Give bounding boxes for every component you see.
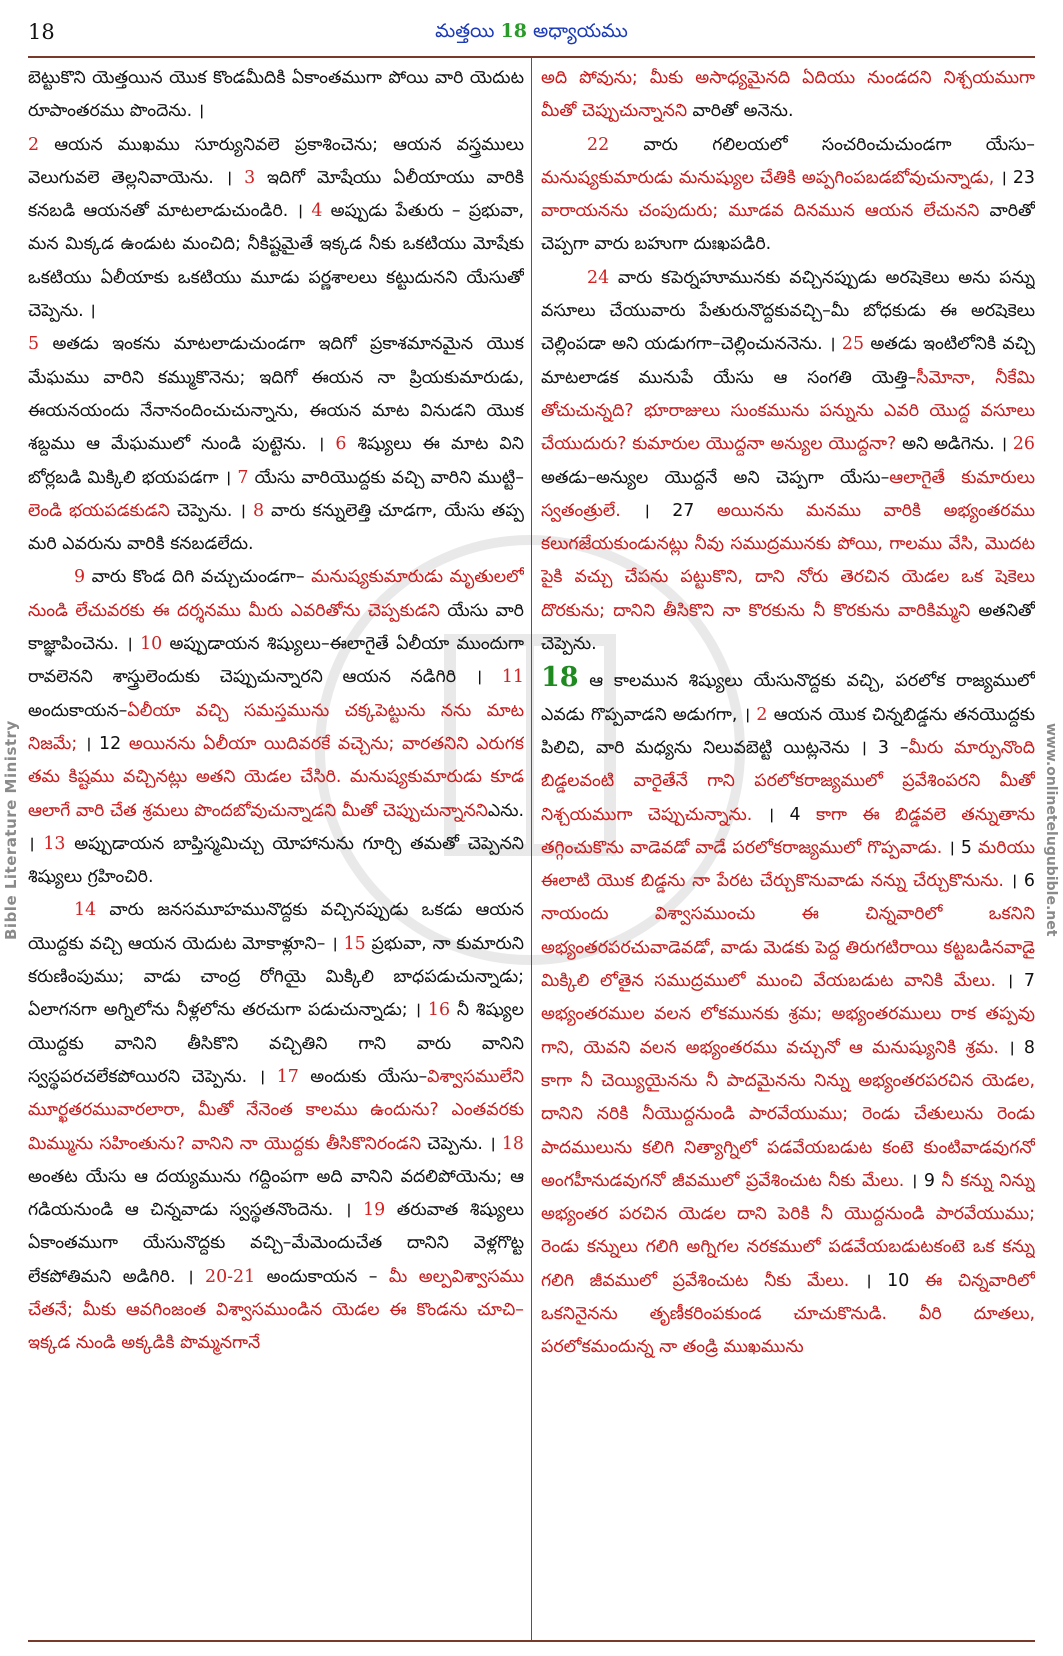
words-of-jesus: కాగా ఈ బిడ్డవలె తన్నుతాను తగ్గించుకొను వాడెవడో వాడే పరలోకరాజ్యములో గొప్పవాడు. bbox=[541, 804, 1035, 858]
verse-number: 17 bbox=[276, 1066, 299, 1087]
verse-text: వారితో అనెను. bbox=[687, 101, 794, 122]
verse-number: 13 bbox=[43, 833, 66, 854]
verse-text: అప్పుడాయన బాప్తిస్మమిచ్చు యోహానును గూర్చి తమతో చెప్పెనని శిష్యులు గ్రహించిరి. bbox=[28, 833, 524, 888]
verse-text: అని అడిగెను. । bbox=[896, 434, 1013, 455]
words-of-jesus: నాయందు విశ్వాసముంచు ఈ చిన్నవారిలో ఒకనిని అభ్యంతరపరచువాడెవడో, వాడు మెడకు పెద్ద తిరుగటిరాయి కట్టబడినవాడై మిక్కిలి లోతైన సముద్రములో ముంచి వేయబడుట వానికి మేలు. bbox=[541, 904, 1035, 992]
verse-text: ప్రభువా, నా కుమారుని కరుణింపుము; వాడు చాంద్ర రోగియై మిక్కిలి బాధపడుచున్నాడు; ఏలాగనగా అగ్నిలోను నీళ్లలోను తరచుగా పడుచున్నాడు; । bbox=[28, 933, 524, 1021]
words-of-jesus: విశ్వాసములేని మూర్ఖతరమువారలారా, మీతో నేనెంత కాలము ఉందును? ఎంతవరకు మిమ్మును సహింతును? వానిని నా యొద్దకు తీసికొనిరండని bbox=[28, 1066, 524, 1154]
paragraph bbox=[541, 62, 1035, 129]
words-of-jesus: అభ్యంతరముల వలన లోకమునకు శ్రమ; అభ్యంతరములు రాక తప్పవు గాని, యెవని వలన అభ్యంతరము వచ్చునో ఆ మనుష్యునికి శ్రమ. bbox=[541, 1004, 1035, 1058]
verse-text: యేసు వారియొద్దకు వచ్చి వారిని ముట్టి– bbox=[248, 467, 524, 488]
words-of-jesus: మీ అల్పవిశ్వాసము చేతనే; మీకు ఆవగింజంత విశ్వాసముండిన యెడల ఈ కొండను చూచి–ఇక్కడ నుండి అక్కడికి పొమ్మనగానే bbox=[28, 1266, 524, 1354]
verse-number: 18 bbox=[501, 1133, 524, 1154]
footer-rule bbox=[28, 1640, 1035, 1642]
verse-text: అప్పుడు పేతురు – ప్రభువా, మన మిక్కడ ఉండుట మంచిది; నీకిష్టమైతే ఇక్కడ నీకు ఒకటియు మోషేకు ఒకటియు ఏలీయాకు ఒకటియు మూడు పర్ణశాలలు కట్టుదునని యేసుతో చెప్పెను. । bbox=[28, 201, 524, 322]
paragraph bbox=[28, 62, 524, 129]
words-of-jesus: అయినను ఏలీయా యిదివరకే వచ్చెను; వారతనిని ఎరుగక తమ కిష్టము వచ్చినట్లు అతని యెడల చేసిరి. మనుష్యకుమారుడు కూడ ఆలాగే వారి చేత శ్రమలు పొందబోవుచున్నాడని మీతో చెప్పుచున్నానని bbox=[28, 733, 524, 821]
verse-text: నీ శిష్యుల యొద్దకు వానిని తీసికొని వచ్చితిని గాని వారు వానిని స్వస్థపరచలేకపోయిరని చెప్పెను. । bbox=[28, 1000, 524, 1087]
verse-number: 7 bbox=[237, 467, 249, 488]
chapter-word: అధ్యాయము bbox=[533, 20, 628, 42]
verse-text: వారు కపెర్నహూమునకు వచ్చినప్పుడు అరషెకెలు అను పన్ను వసూలు చేయువారు పేతురునొద్దకువచ్చి–మీ బోధకుడు ఈ అరషెకెలు చెల్లింపడా అని యడుగగా–చెల్లించుననెను. । bbox=[541, 267, 1035, 355]
verse-text: వారు కొండ దిగి వచ్చుచుండగా– bbox=[85, 567, 312, 588]
verse-text: శిష్యులు ఈ మాట విని బోర్లబడి మిక్కిలి భయపడగా । bbox=[28, 434, 524, 488]
verse-number: 14 bbox=[74, 900, 97, 921]
verse-text: అతడు ఇంకను మాటలాడుచుండగా ఇదిగో ప్రకాశమానమైన యొక మేఘము వారిని కమ్ముకొనెను; ఇదిగో ఈయన నా ప్రియకుమారుడు, ఈయనయందు నేనానందించుచున్నాను, ఈయన మాట వినుడని యొక శబ్దము ఆ మేఘములో నుండి పుట్టెను. । bbox=[28, 334, 524, 455]
verse-text: ఆ కాలమున శిష్యులు యేసునొద్దకు వచ్చి, పరలోక రాజ్యములో ఎవడు గొప్పవాడని అడుగగా, । bbox=[541, 671, 1035, 725]
verse-number: 9 bbox=[74, 567, 86, 588]
page-number: 18 bbox=[28, 20, 55, 44]
verse-number: 22 bbox=[587, 134, 610, 155]
verse-number: 5 bbox=[28, 334, 40, 355]
verse-text: । 4 bbox=[752, 804, 816, 825]
verse-text: । 10 bbox=[849, 1270, 925, 1291]
left-column bbox=[28, 62, 524, 1636]
words-of-jesus: మీరు మార్పునొంది బిడ్డలవంటి వారైతేనే గాని పరలోకరాజ్యములో ప్రవేశింపరని మీతో నిశ్చయముగా చెప్పుచున్నాను. bbox=[541, 737, 1035, 825]
verse-number: 15 bbox=[343, 933, 366, 954]
verse-text: ఇదిగో మోషేయు ఏలీయాయు వారికి కనబడి ఆయనతో మాటలాడుచుండిరి. । bbox=[28, 167, 524, 222]
words-of-jesus: లెండి భయపడకుడని bbox=[28, 500, 170, 521]
verse-text: అంతట యేసు ఆ దయ్యమును గద్దింపగా అది వానిని వదలిపోయెను; ఆ గడియనుండి ఆ చిన్నవాడు స్వస్థతనొందెను. । bbox=[28, 1166, 524, 1221]
words-of-jesus: అది పోవును; మీకు అసాధ్యమైనది ఏదియు నుండదని నిశ్చయముగా మీతో చెప్పుచున్నానని bbox=[541, 68, 1035, 122]
column-divider bbox=[531, 58, 532, 1640]
verse-text: ఎను. । bbox=[28, 800, 524, 854]
verse-text: అతనితో చెప్పెను. bbox=[541, 600, 1035, 655]
verse-text: వారు గలిలయలో సంచరించుచుండగా యేసు– bbox=[609, 134, 1035, 155]
page-header bbox=[0, 0, 1063, 60]
verse-text: అందుకు యేసు– bbox=[298, 1066, 428, 1087]
right-column bbox=[541, 62, 1035, 1636]
verse-text: ఆయన ముఖము సూర్యునివలె ప్రకాశించెను; ఆయన వస్త్రములు వెలుగువలె తెల్లనివాయెను. । bbox=[28, 134, 524, 188]
paragraph bbox=[28, 328, 524, 561]
verse-number: 4 bbox=[311, 201, 323, 222]
words-of-jesus: ఆలాగైతే కుమారులు స్వతంత్రులే. bbox=[541, 467, 1035, 521]
paragraph bbox=[541, 262, 1035, 662]
verse-number: 25 bbox=[841, 334, 865, 355]
verse-number: 26 bbox=[1012, 434, 1035, 455]
words-of-jesus: మరియు ఈలాటి యొక బిడ్డను నా పేరట చేర్చుకొనువాడు నన్ను చేర్చుకొనును. bbox=[541, 837, 1035, 892]
words-of-jesus: సీమోనా, నీకేమి తోచుచున్నది? భూరాజులు సుంకమును పన్నును ఎవరి యొద్ద వసూలు చేయుదురు? కుమారుల యొద్దనా అన్యుల యొద్దనా? bbox=[541, 367, 1035, 455]
words-of-jesus: వారాయనను చంపుదురు; మూడవ దినమున ఆయన లేచునని bbox=[541, 201, 980, 222]
verse-number: 6 bbox=[335, 434, 347, 455]
verse-number: 2 bbox=[756, 704, 768, 725]
side-label-ministry: Bible Literature Ministry bbox=[2, 720, 20, 940]
verse-text: । 9 bbox=[904, 1170, 942, 1191]
verse-text: అందుకాయన– bbox=[28, 700, 128, 721]
paragraph bbox=[541, 661, 1035, 1364]
verse-text: అతడు–అన్యుల యొద్దనే అని చెప్పగా యేసు– bbox=[541, 467, 890, 488]
verse-text: । 6 bbox=[1003, 871, 1035, 892]
verse-number: 8 bbox=[252, 500, 265, 521]
verse-text: । 8 bbox=[998, 1037, 1035, 1058]
verse-text: । 27 bbox=[620, 500, 717, 521]
verse-number: 3 bbox=[244, 167, 256, 188]
verse-number: 2 bbox=[28, 134, 40, 155]
verse-text: । 7 bbox=[996, 971, 1035, 992]
verse-text: చెప్పెను. । bbox=[169, 500, 253, 521]
paragraph bbox=[28, 129, 524, 329]
chapter-start-number: 18 bbox=[541, 662, 579, 694]
words-of-jesus: ఈ చిన్నవారిలో ఒకనినైనను తృణీకరింపకుండ చూచుకొనుడి. వీరి దూతలు, పరలోకమందున్న నా తండ్రి ముఖమును bbox=[541, 1270, 1035, 1358]
verse-text: యేసు వారి కాజ్ఞాపించెను. । bbox=[28, 600, 524, 655]
running-title bbox=[0, 20, 1063, 47]
verse-text: తరువాత శిష్యులు ఏకాంతముగా యేసునొద్దకు వచ్చి–మేమెందుచేత దానిని వెళ్లగొట్ట లేకపోతిమని అడిగిరి. । bbox=[28, 1200, 524, 1287]
side-label-website: www.onlinetelugubible.net bbox=[1043, 723, 1059, 937]
verse-text: వారు జనసమూహమునొద్దకు వచ్చినప్పుడు ఒకడు ఆయన యొద్దకు వచ్చి ఆయన యెదుట మోకాళ్లూని– । bbox=[28, 900, 524, 954]
verse-text: అతడు ఇంటిలోనికి వచ్చి మాటలాడక మునుపే యేసు ఆ సంగతి యెత్తి– bbox=[541, 334, 1035, 388]
words-of-jesus: మనుష్యకుమారుడు మృతులలో నుండి లేచువరకు ఈ దర్శనము మీరు ఎవరితోను చెప్పకుడని bbox=[28, 567, 524, 621]
verse-text: । 5 bbox=[942, 837, 978, 858]
paragraph bbox=[28, 894, 524, 1360]
verse-text: చెప్పెను. । bbox=[421, 1133, 502, 1154]
verse-number: 16 bbox=[427, 1000, 451, 1021]
book-name: మత్తయి bbox=[435, 20, 495, 42]
verse-text: । 23 bbox=[994, 167, 1035, 188]
words-of-jesus: అయినను మనము వారికి అభ్యంతరము కలుగజేయకుండునట్లు నీవు సముద్రమునకు పోయి, గాలము వేసి, మొదట పైకి వచ్చు చేపను పట్టుకొని, దాని నోరు తెరచిన యెడల ఒక షెకెలు దొరకును; దానిని తీసికొని నా కొరకును నీ కొరకును వారికిమ్మని bbox=[541, 500, 1035, 621]
verse-text: ఆయన యొక చిన్నబిడ్డను తనయొద్దకు పిలిచి, వారి మధ్యను నిలువబెట్టి యిట్లనెను । 3 – bbox=[541, 704, 1035, 758]
paragraph bbox=[28, 561, 524, 894]
chapter-number: 18 bbox=[500, 20, 527, 42]
verse-number: 19 bbox=[363, 1200, 386, 1221]
verse-number: 10 bbox=[140, 634, 163, 655]
verse-text: అప్పుడాయన శిష్యులు–ఈలాగైతే ఏలీయా ముందుగా రావలెనని శాస్త్రులెందుకు చెప్పుచున్నారని ఆయన నడిగిరి । bbox=[28, 634, 524, 688]
verse-text: బెట్టుకొని యెత్తయిన యొక కొండమీదికి ఏకాంతముగా పోయి వారి యెదుట రూపాంతరము పొందెను. । bbox=[28, 68, 524, 122]
verse-number: 24 bbox=[587, 267, 610, 288]
verse-number: 11 bbox=[501, 667, 524, 688]
paragraph bbox=[541, 129, 1035, 262]
verse-text: వారితో చెప్పగా వారు బహుగా దుఃఖపడిరి. bbox=[541, 201, 1035, 255]
verse-text: వారు కన్నులెత్తి చూడగా, యేసు తప్ప మరి ఎవరును వారికి కనబడలేదు. bbox=[28, 500, 524, 555]
words-of-jesus: కాగా నీ చెయ్యియైనను నీ పాదమైనను నిన్ను అభ్యంతరపరచిన యెడల, దానిని నరికి నీయొద్దనుండి పారవేయుము; రెండు చేతులును రెండు పాదములును కలిగి నిత్యాగ్నిలో పడవేయబడుట కంటె కుంటివాడవుగనో అంగహీనుడవుగనో జీవములో ప్రవేశించుట నీకు మేలు. bbox=[541, 1070, 1035, 1191]
words-of-jesus: ఏలీయా వచ్చి సమస్తమును చక్కపెట్టును నను మాట నిజమే; bbox=[28, 700, 524, 754]
verse-text: । 12 bbox=[77, 733, 129, 754]
words-of-jesus: మనుష్యకుమారుడు మనుష్యుల చేతికి అప్పగింపబడబోవుచున్నాడు, bbox=[541, 167, 995, 188]
verse-number: 20-21 bbox=[205, 1266, 256, 1287]
words-of-jesus: నీ కన్ను నిన్ను అభ్యంతర పరచిన యెడల దాని పెరికి నీ యొద్దనుండి పారవేయుము; రెండు కన్నులు గలిగి అగ్నిగల నరకములో పడవేయబడుటకంటె ఒక కన్ను గలిగి జీవములో ప్రవేశించుట నీకు మేలు. bbox=[541, 1170, 1035, 1291]
verse-text: అందుకాయన – bbox=[255, 1266, 389, 1287]
